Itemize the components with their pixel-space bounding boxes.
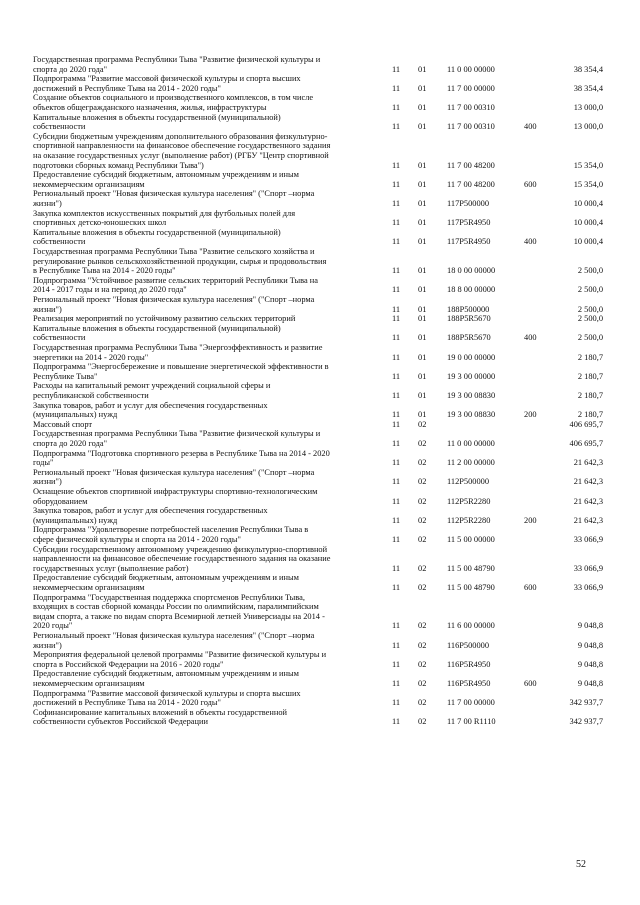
row-name-line: государственных услуг (выполнение работ)	[33, 563, 189, 573]
row-name-line: Мероприятия федеральной целевой программы "Развитие физической культуры и	[33, 650, 327, 660]
row-subsection: 02	[418, 640, 427, 650]
row-name	[33, 669, 385, 688]
row-target-article: 116P5R4950	[447, 659, 491, 669]
row-section: 11	[392, 83, 401, 93]
row-name-line: собственности	[33, 237, 86, 247]
row-section: 11	[392, 102, 401, 112]
row-name-line: спорта в Российской Федерации на 2016 - 2020 годы"	[33, 659, 224, 669]
table-row	[0, 545, 640, 574]
row-name	[33, 631, 385, 650]
row-subsection: 01	[418, 410, 427, 420]
row-amount: 38 354,4	[573, 64, 603, 74]
row-name-line: собственности субъектов Российской Федерации	[33, 717, 208, 727]
row-name	[33, 362, 385, 381]
table-row	[0, 381, 640, 400]
row-subsection: 01	[418, 64, 427, 74]
row-amount: 13 000,0	[573, 102, 603, 112]
row-name-line: спортивной направленности на финансовое обеспечение государственного задания	[33, 141, 331, 151]
row-amount: 2 500,0	[577, 304, 603, 314]
row-target-article: 112P5R2280	[447, 515, 491, 525]
row-section: 11	[392, 438, 401, 448]
row-section: 11	[392, 179, 401, 189]
row-amount: 2 180,7	[577, 352, 603, 362]
table-row	[0, 189, 640, 208]
row-amount: 10 000,4	[573, 218, 603, 228]
row-target-article: 11 5 00 00000	[447, 534, 495, 544]
row-name-line: регулирование рынков сельскохозяйственной продукции, сырья и продовольствия	[33, 256, 327, 266]
row-subsection: 02	[418, 438, 427, 448]
row-name	[33, 650, 385, 669]
row-name	[33, 429, 385, 448]
row-name-line: собственности	[33, 333, 86, 343]
table-row	[0, 228, 640, 247]
row-section: 11	[392, 198, 401, 208]
table-row	[0, 573, 640, 592]
row-target-article: 19 0 00 00000	[447, 352, 496, 362]
row-expense-type: 400	[524, 122, 537, 132]
row-target-article: 112P5R2280	[447, 496, 491, 506]
table-row	[0, 689, 640, 708]
row-subsection: 02	[418, 496, 427, 506]
row-target-article: 11 0 00 00000	[447, 64, 495, 74]
table-row	[0, 650, 640, 669]
row-subsection: 01	[418, 285, 427, 295]
row-subsection: 01	[418, 102, 427, 112]
row-subsection: 01	[418, 352, 427, 362]
row-amount: 21 642,3	[573, 458, 603, 468]
row-target-article: 116P5R4950	[447, 678, 491, 688]
table-row	[0, 631, 640, 650]
row-subsection: 02	[418, 458, 427, 468]
row-subsection: 01	[418, 83, 427, 93]
row-name-line: спортивных детско-юношеских школ	[33, 218, 167, 228]
row-name-line: Закупка товаров, работ и услуг для обеспечения государственных	[33, 506, 268, 516]
row-name-line: Подпрограмма "Подготовка спортивного резерва в Республике Тыва на 2014 - 2020	[33, 448, 330, 458]
row-name-line: (муниципальных) нужд	[33, 515, 118, 525]
row-name-line: спорта до 2020 года"	[33, 64, 107, 74]
row-target-article: 188P5R5670	[447, 333, 491, 343]
row-name-line: Создание объектов социального и производственного комплексов, в том числе	[33, 93, 314, 103]
row-target-article: 11 2 00 00000	[447, 458, 495, 468]
row-subsection: 02	[418, 477, 427, 487]
row-name	[33, 276, 385, 295]
table-row	[0, 209, 640, 228]
row-name-line: входящих в состав сборной команды России по олимпийским, паралимпийским	[33, 602, 319, 612]
row-expense-type: 200	[524, 410, 537, 420]
row-name-line: видам спорта, а также по видам спорта Всемирной летней Универсиады на 2014 -	[33, 611, 325, 621]
table-row	[0, 468, 640, 487]
row-name-line: сфере физической культуры и спорта на 2014 - 2020 годы"	[33, 534, 241, 544]
row-name-line: Капитальные вложения в объекты государственной (муниципальной)	[33, 227, 281, 237]
row-name-line: объектов общегражданского назначения, жилья, инфраструктуры	[33, 102, 267, 112]
row-section: 11	[392, 563, 401, 573]
row-subsection: 01	[418, 390, 427, 400]
row-name-line: Субсидии государственному автономному учреждению физкультурно-спортивной	[33, 544, 328, 554]
row-name	[33, 55, 385, 74]
table-row	[0, 170, 640, 189]
row-subsection: 02	[418, 582, 427, 592]
row-name	[33, 545, 385, 574]
row-name	[33, 228, 385, 247]
row-name-line: жизни")	[33, 198, 62, 208]
row-name-line: некоммерческим организациям	[33, 582, 145, 592]
row-expense-type: 400	[524, 237, 537, 247]
row-name-line: Предоставление субсидий бюджетным, автономным учреждениям и иным	[33, 573, 299, 583]
row-name	[33, 487, 385, 506]
row-amount: 406 695,7	[569, 438, 603, 448]
row-subsection: 01	[418, 314, 427, 324]
row-section: 11	[392, 160, 401, 170]
row-section: 11	[392, 352, 401, 362]
row-section: 11	[392, 333, 401, 343]
row-name	[33, 401, 385, 420]
row-subsection: 01	[418, 237, 427, 247]
row-name-line: республиканской собственности	[33, 390, 149, 400]
row-name	[33, 170, 385, 189]
row-section: 11	[392, 659, 401, 669]
row-section: 11	[392, 534, 401, 544]
row-name-line: Региональный проект "Новая физическая культура населения" ("Спорт –норма	[33, 467, 315, 477]
row-target-article: 11 7 00 00310	[447, 102, 495, 112]
row-name	[33, 314, 385, 324]
table-row	[0, 525, 640, 544]
row-name-line: энергетики на 2014 - 2020 годы"	[33, 352, 149, 362]
row-subsection: 02	[418, 515, 427, 525]
row-name-line: Подпрограмма "Энергосбережение и повышение энергетической эффективности в	[33, 362, 329, 372]
row-subsection: 02	[418, 698, 427, 708]
row-section: 11	[392, 698, 401, 708]
row-name-line: (муниципальных) нужд	[33, 410, 118, 420]
row-section: 11	[392, 266, 401, 276]
row-target-article: 117P5R4950	[447, 218, 491, 228]
row-name-line: достижений в Республике Тыва на 2014 - 2020 годы"	[33, 83, 221, 93]
row-amount: 38 354,4	[573, 83, 603, 93]
row-name-line: Подпрограмма "Удовлетворение потребностей населения Республики Тыва в	[33, 525, 309, 535]
row-name	[33, 93, 385, 112]
row-target-article: 18 0 00 00000	[447, 266, 496, 276]
row-amount: 10 000,4	[573, 198, 603, 208]
row-subsection: 01	[418, 160, 427, 170]
table-row	[0, 487, 640, 506]
row-name	[33, 689, 385, 708]
row-name	[33, 189, 385, 208]
row-name-line: годы"	[33, 458, 54, 468]
table-row	[0, 324, 640, 343]
row-target-article: 18 8 00 00000	[447, 285, 496, 295]
table-row	[0, 506, 640, 525]
row-name	[33, 525, 385, 544]
row-name-line: жизни")	[33, 477, 62, 487]
row-target-article: 117P5R4950	[447, 237, 491, 247]
row-name-line: подготовки сборных команд Республики Тыва")	[33, 160, 204, 170]
table-row	[0, 401, 640, 420]
row-name-line: Государственная программа Республики Тыва "Развитие физической культуры и	[33, 429, 321, 439]
row-amount: 9 048,8	[577, 659, 603, 669]
table-row	[0, 113, 640, 132]
row-expense-type: 600	[524, 179, 537, 189]
row-target-article: 11 7 00 00000	[447, 698, 495, 708]
row-section: 11	[392, 515, 401, 525]
row-name-line: Расходы на капитальный ремонт учреждений социальной сферы и	[33, 381, 271, 391]
row-expense-type: 400	[524, 333, 537, 343]
table-row	[0, 247, 640, 276]
row-section: 11	[392, 122, 401, 132]
row-name-line: 2014 - 2017 годы и на период до 2020 года"	[33, 285, 187, 295]
row-target-article: 11 7 00 48200	[447, 160, 495, 170]
row-section: 11	[392, 218, 401, 228]
row-section: 11	[392, 371, 401, 381]
row-section: 11	[392, 64, 401, 74]
row-expense-type: 600	[524, 582, 537, 592]
row-amount: 9 048,8	[577, 621, 603, 631]
row-name-line: Оснащение объектов спортивной инфраструктуры спортивно-технологическим	[33, 487, 318, 496]
row-subsection: 02	[418, 717, 427, 727]
row-name-line: Республике Тыва"	[33, 371, 98, 381]
row-name-line: Массовый спорт	[33, 419, 93, 429]
table-row	[0, 276, 640, 295]
row-name-line: оборудованием	[33, 496, 88, 506]
row-name-line: Закупка товаров, работ и услуг для обеспечения государственных	[33, 400, 268, 410]
row-name	[33, 449, 385, 468]
row-name	[33, 708, 385, 727]
row-name-line: жизни")	[33, 640, 62, 650]
row-name	[33, 506, 385, 525]
row-section: 11	[392, 582, 401, 592]
row-amount: 2 500,0	[577, 285, 603, 295]
row-name-line: Капитальные вложения в объекты государственной (муниципальной)	[33, 112, 281, 122]
row-section: 11	[392, 717, 401, 727]
row-name	[33, 593, 385, 631]
row-amount: 33 066,9	[573, 563, 603, 573]
row-target-article: 11 5 00 48790	[447, 563, 495, 573]
row-section: 11	[392, 458, 401, 468]
row-amount: 9 048,8	[577, 678, 603, 688]
row-amount: 342 937,7	[569, 717, 603, 727]
row-subsection: 01	[418, 179, 427, 189]
row-name-line: Государственная программа Республики Тыва "Развитие физической культуры и	[33, 55, 321, 64]
row-name	[33, 468, 385, 487]
row-target-article: 188P5R5670	[447, 314, 491, 324]
row-subsection: 02	[418, 678, 427, 688]
row-target-article: 117P500000	[447, 198, 490, 208]
row-amount: 342 937,7	[569, 698, 603, 708]
row-name-line: в Республике Тыва на 2014 - 2020 годы"	[33, 266, 176, 276]
row-expense-type: 600	[524, 678, 537, 688]
row-amount: 2 180,7	[577, 371, 603, 381]
row-name-line: некоммерческим организациям	[33, 678, 145, 688]
row-name-line: жизни")	[33, 304, 62, 314]
row-target-article: 11 7 00 00310	[447, 122, 495, 132]
row-name-line: Подпрограмма "Развитие массовой физической культуры и спорта высших	[33, 74, 301, 84]
row-subsection: 01	[418, 333, 427, 343]
row-target-article: 116P500000	[447, 640, 490, 650]
row-name	[33, 343, 385, 362]
row-name-line: на оказание государственных услуг (выполнение работ) (РГБУ "Центр спортивной	[33, 150, 329, 160]
row-section: 11	[392, 477, 401, 487]
row-amount: 2 500,0	[577, 314, 603, 324]
row-name	[33, 573, 385, 592]
row-target-article: 188P500000	[447, 304, 490, 314]
table-row	[0, 420, 640, 430]
row-name-line: собственности	[33, 122, 86, 132]
row-subsection: 01	[418, 198, 427, 208]
row-name-line: Подпрограмма "Развитие массовой физической культуры и спорта высших	[33, 688, 301, 698]
row-section: 11	[392, 621, 401, 631]
row-name	[33, 209, 385, 228]
row-section: 11	[392, 304, 401, 314]
table-row	[0, 55, 640, 74]
table-row	[0, 74, 640, 93]
row-section: 11	[392, 237, 401, 247]
row-subsection: 01	[418, 304, 427, 314]
row-amount: 15 354,0	[573, 179, 603, 189]
row-amount: 21 642,3	[573, 477, 603, 487]
row-target-article: 112P500000	[447, 477, 490, 487]
row-name-line: Региональный проект "Новая физическая культура населения" ("Спорт –норма	[33, 295, 315, 304]
row-name	[33, 420, 385, 430]
row-section: 11	[392, 496, 401, 506]
row-name-line: Предоставление субсидий бюджетным, автономным учреждениям и иным	[33, 669, 299, 679]
row-target-article: 19 3 00 00000	[447, 371, 496, 381]
row-subsection: 01	[418, 371, 427, 381]
table-row	[0, 362, 640, 381]
row-name-line: Предоставление субсидий бюджетным, автономным учреждениям и иным	[33, 170, 299, 180]
row-name-line: достижений в Республике Тыва на 2014 - 2020 годы"	[33, 698, 221, 708]
row-name-line: Капитальные вложения в объекты государственной (муниципальной)	[33, 323, 281, 333]
row-amount: 2 500,0	[577, 333, 603, 343]
table-row	[0, 449, 640, 468]
row-name	[33, 132, 385, 170]
table-row	[0, 295, 640, 314]
table-row	[0, 593, 640, 631]
row-amount: 33 066,9	[573, 534, 603, 544]
row-section: 11	[392, 410, 401, 420]
row-amount: 2 500,0	[577, 266, 603, 276]
row-amount: 21 642,3	[573, 515, 603, 525]
row-name-line: Подпрограмма "Государственная поддержка спортсменов Республики Тыва,	[33, 592, 305, 602]
row-name-line: 2020 годы"	[33, 621, 73, 631]
row-amount: 21 642,3	[573, 496, 603, 506]
row-name	[33, 247, 385, 276]
row-subsection: 01	[418, 122, 427, 132]
row-target-article: 11 6 00 00000	[447, 621, 495, 631]
row-name-line: Региональный проект "Новая физическая культура населения" ("Спорт –норма	[33, 631, 315, 640]
row-name-line: направленности на финансовое обеспечение государственного задания на оказание	[33, 554, 331, 564]
row-target-article: 11 7 00 48200	[447, 179, 495, 189]
row-amount: 10 000,4	[573, 237, 603, 247]
table-row	[0, 93, 640, 112]
row-target-article: 11 7 00 00000	[447, 83, 495, 93]
row-section: 11	[392, 390, 401, 400]
table-row	[0, 669, 640, 688]
row-target-article: 19 3 00 08830	[447, 390, 496, 400]
table-row	[0, 708, 640, 727]
row-target-article: 11 5 00 48790	[447, 582, 495, 592]
row-amount: 2 180,7	[577, 410, 603, 420]
table-row	[0, 132, 640, 170]
row-name	[33, 295, 385, 314]
row-section: 11	[392, 314, 401, 324]
table-row	[0, 429, 640, 448]
row-name-line: Реализация мероприятий по устойчивому развитию сельских территорий	[33, 314, 296, 324]
row-name	[33, 381, 385, 400]
row-name	[33, 113, 385, 132]
row-name-line: спорта до 2020 года"	[33, 438, 107, 448]
row-amount: 2 180,7	[577, 390, 603, 400]
row-subsection: 02	[418, 419, 427, 429]
row-section: 11	[392, 419, 401, 429]
row-section: 11	[392, 640, 401, 650]
row-name-line: Закупка комплектов искусственных покрытий для футбольных полей для	[33, 208, 296, 218]
row-amount: 15 354,0	[573, 160, 603, 170]
row-subsection: 02	[418, 621, 427, 631]
row-target-article: 11 7 00 R1110	[447, 717, 496, 727]
row-name-line: Региональный проект "Новая физическая культура населения" ("Спорт –норма	[33, 189, 315, 199]
row-subsection: 02	[418, 659, 427, 669]
row-name-line: Подпрограмма "Устойчивое развитие сельских территорий Республики Тыва на	[33, 275, 318, 285]
row-target-article: 19 3 00 08830	[447, 410, 496, 420]
row-name-line: некоммерческим организациям	[33, 179, 145, 189]
table-row	[0, 314, 640, 324]
row-amount: 406 695,7	[569, 419, 603, 429]
table-row	[0, 343, 640, 362]
row-section: 11	[392, 678, 401, 688]
row-name-line: Государственная программа Республики Тыва "Развитие сельского хозяйства и	[33, 247, 315, 256]
row-target-article: 11 0 00 00000	[447, 438, 495, 448]
row-subsection: 02	[418, 534, 427, 544]
row-section: 11	[392, 285, 401, 295]
page-number: 52	[576, 859, 586, 870]
row-amount: 9 048,8	[577, 640, 603, 650]
row-name	[33, 324, 385, 343]
row-amount: 33 066,9	[573, 582, 603, 592]
row-subsection: 01	[418, 266, 427, 276]
row-name-line: Субсидии бюджетным учреждениям дополнительного образования физкультурно-	[33, 131, 328, 141]
row-subsection: 02	[418, 563, 427, 573]
row-subsection: 01	[418, 218, 427, 228]
row-amount: 13 000,0	[573, 122, 603, 132]
row-expense-type: 200	[524, 515, 537, 525]
row-name-line: Государственная программа Республики Тыва "Энергоэффективность и развитие	[33, 343, 323, 352]
row-name-line: Софинансирование капитальных вложений в объекты государственной	[33, 707, 288, 717]
row-name	[33, 74, 385, 93]
